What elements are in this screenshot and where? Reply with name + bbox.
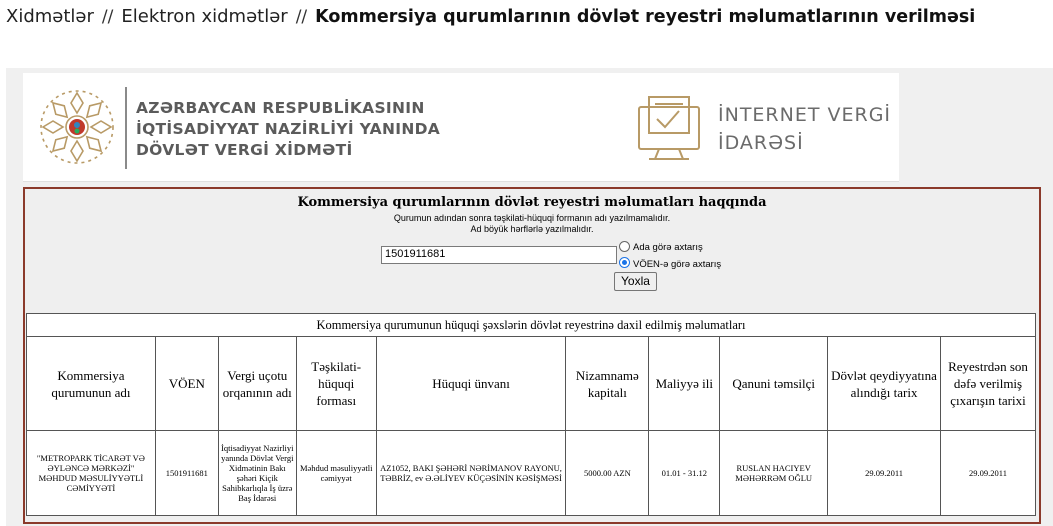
column-header: Kommersiya qurumunun adı xyxy=(27,337,156,431)
form-note: Qurumun adından sonra təşkilati-hüquqi formanın adı yazılmamalıdır. xyxy=(393,213,671,223)
table-cell: RUSLAN HACIYEV MƏHƏRRƏM OĞLU xyxy=(720,431,828,516)
column-header: VÖEN xyxy=(155,337,218,431)
check-button[interactable]: Yoxla xyxy=(614,272,657,291)
org-name-line: İQTİSADİYYAT NAZİRLİYİ YANINDA xyxy=(136,120,441,138)
column-header: Vergi uçotu orqanının adı xyxy=(218,337,296,431)
breadcrumb-current-page: Kommersiya qurumlarının dövlət reyestri məlumatlarının verilməsi xyxy=(315,7,976,27)
registry-search-panel xyxy=(23,187,1041,524)
form-title: Kommersiya qurumlarının dövlət reyestri məlumatları haqqında xyxy=(297,195,767,210)
table-row xyxy=(27,431,1036,516)
form-note: Ad böyük hərflərlə yazılmalıdır. xyxy=(470,224,594,234)
table-cell: 5000.00 AZN xyxy=(566,431,649,516)
radio-search-by-voen[interactable] xyxy=(619,257,630,268)
table-cell: 01.01 - 31.12 xyxy=(649,431,720,516)
table-header-row xyxy=(27,337,1036,431)
column-header: Maliyyə ili xyxy=(649,337,720,431)
radio-search-by-voen-label: VÖEN-ə görə axtarış xyxy=(633,259,722,270)
column-header: Qanuni təmsilçi xyxy=(720,337,828,431)
table-cell: 29.09.2011 xyxy=(828,431,941,516)
voen-input[interactable]: 1501911681 xyxy=(381,246,617,264)
header-divider xyxy=(125,87,127,169)
ivi-title-line: İNTERNET VERGİ xyxy=(718,104,892,126)
table-cell: Məhdud məsuliyyətli cəmiyyət xyxy=(296,431,376,516)
table-cell: "METROPARK TİCARƏT VƏ ƏYLƏNCƏ MƏRKƏZİ" MƏHDUD MƏSULİYYƏTLİ CƏMİYYƏTİ xyxy=(27,431,156,516)
state-emblem-icon xyxy=(37,87,117,171)
registry-results-table xyxy=(26,313,1036,516)
breadcrumb xyxy=(6,6,975,27)
column-header: Nizamnamə kapitalı xyxy=(566,337,649,431)
monitor-checklist-icon xyxy=(635,93,705,169)
column-header: Hüquqi ünvanı xyxy=(376,337,566,431)
column-header: Təşkilati-hüquqi forması xyxy=(296,337,376,431)
breadcrumb-separator: // xyxy=(295,7,308,27)
internet-tax-office-title xyxy=(718,101,891,157)
results-table-caption: Kommersiya qurumunun hüquqi şəxslərin dövlət reyestrinə daxil edilmiş məlumatları xyxy=(27,314,1036,337)
org-name-line: DÖVLƏT VERGİ XİDMƏTİ xyxy=(136,141,353,159)
table-cell: 29.09.2011 xyxy=(941,431,1036,516)
ivi-title-line: İDARƏSİ xyxy=(718,132,804,154)
breadcrumb-separator: // xyxy=(101,7,114,27)
table-cell: İqtisadiyyat Nazirliyi yanında Dövlət Vergi Xidmətinin Bakı şəhəri Kiçik Sahibkarlıqla İş üzrə Baş İdarəsi xyxy=(218,431,296,516)
table-cell: AZ1052, BAKI ŞƏHƏRİ NƏRİMANOV RAYONU, TƏBRİZ, ev Ə.ƏLİYEV KÜÇƏSİNİN KƏSİŞMƏSİ xyxy=(376,431,566,516)
org-name xyxy=(136,98,440,161)
org-name-line: AZƏRBAYCAN RESPUBLİKASININ xyxy=(136,99,425,117)
column-header: Dövlət qeydiyyatına alındığı tarix xyxy=(828,337,941,431)
radio-search-by-name[interactable] xyxy=(619,241,630,252)
table-cell: 1501911681 xyxy=(155,431,218,516)
radio-search-by-name-label: Ada görə axtarış xyxy=(633,242,703,253)
tax-service-header xyxy=(23,73,899,182)
column-header: Reyestrdən son dəfə verilmiş çıxarışın tarixi xyxy=(941,337,1036,431)
breadcrumb-eservices-link[interactable]: Elektron xidmətlər xyxy=(121,6,288,27)
breadcrumb-services-link[interactable]: Xidmətlər xyxy=(6,6,94,27)
